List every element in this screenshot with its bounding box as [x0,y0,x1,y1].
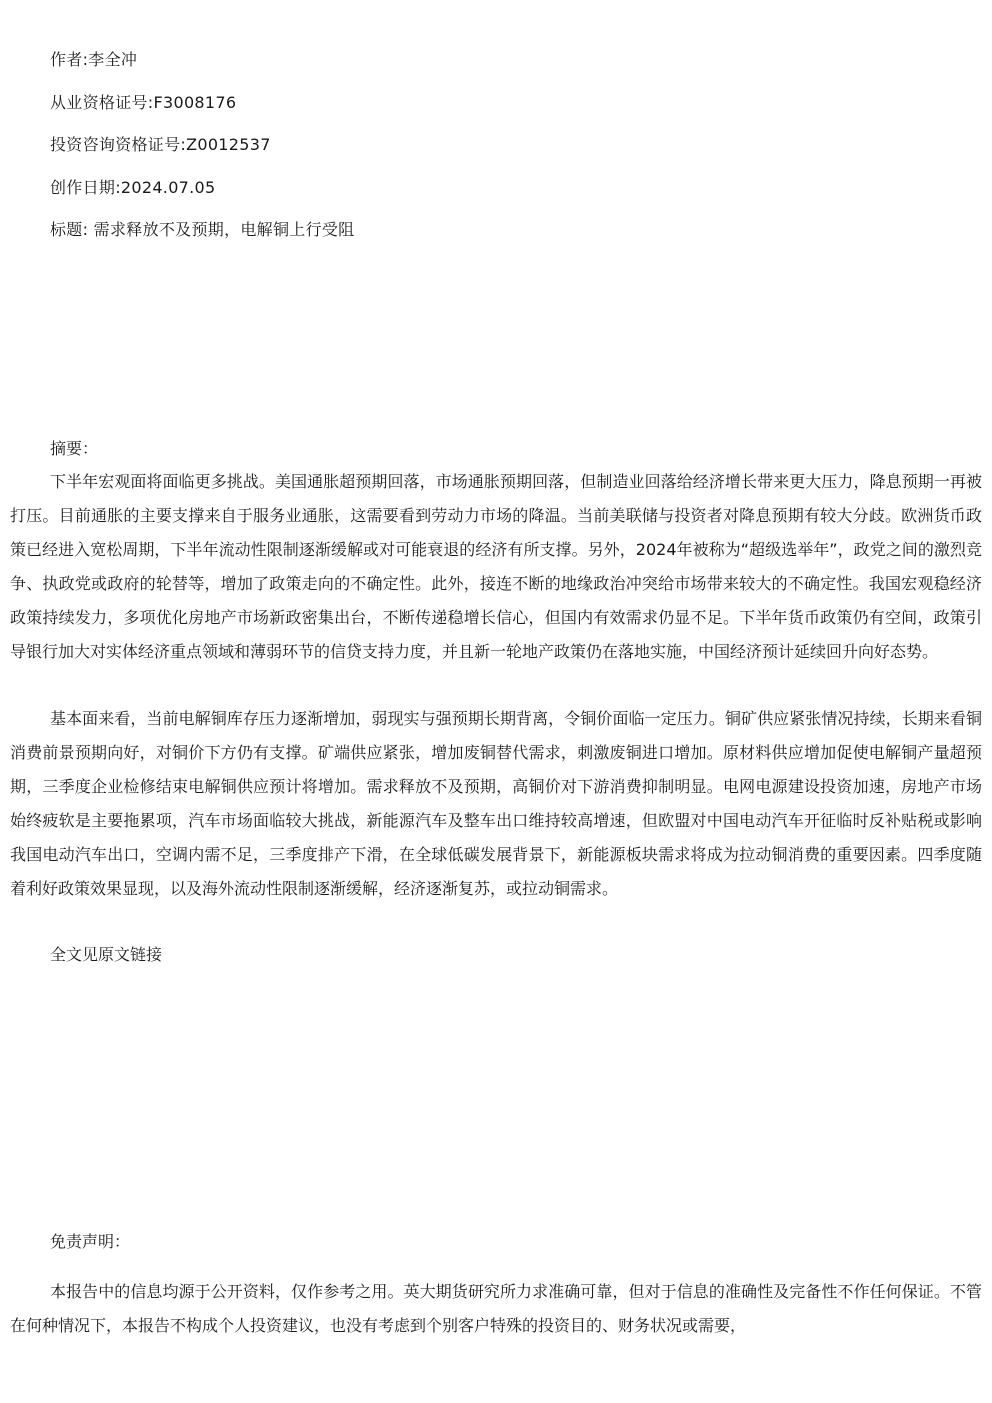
full-text-link[interactable]: 全文见原文链接 [50,945,163,964]
date-line: 创作日期:2024.07.05 [50,178,216,197]
report-title: 标题: 需求释放不及预期，电解铜上行受阻 [50,220,355,239]
summary-heading: 摘要： [50,439,99,458]
disclaimer-heading: 免责声明： [50,1232,131,1251]
author-line: 作者:李全冲 [50,50,138,69]
summary-paragraph-1: 下半年宏观面将面临更多挑战。美国通胀超预期回落，市场通胀预期回落，但制造业回落给经济增长带来更大压力，降息预期一再被打压。目前通胀的主要支撑来自于服务业通胀，这需要看到劳动力市场的降温。当前美联储与投资者对降息预期有较大分歧。欧洲货币政策已经进入宽松周期，下半年流动性限制逐渐缓解或对可能衰退的经济有所支撑。另外，2024年被称为“超级选举年”，政党之间的激烈竞争、执政党或政府的轮替等，增加了政策走向的不确定性。此外，接连不断的地缘政治冲突给市场带来较大的不确定性。我国宏观稳经济政策持续发力，多项优化房地产市场新政密集出台，不断传递稳增长信心，但国内有效需求仍显不足。下半年货币政策仍有空间，政策引导银行加大对实体经济重点领域和薄弱环节的信贷支持力度，并且新一轮地产政策仍在落地实施，中国经济预计延续回升向好态势。 [10,472,982,661]
qualification-cert-line: 从业资格证号:F3008176 [50,93,237,112]
advisory-cert-line: 投资咨询资格证号:Z0012537 [50,135,271,154]
disclaimer-paragraph: 本报告中的信息均源于公开资料，仅作参考之用。英大期货研究所力求准确可靠，但对于信息的准确性及完备性不作任何保证。不管在何种情况下，本报告不构成个人投资建议，也没有考虑到个别客户特殊的投资目的、财务状况或需要， [10,1282,982,1335]
summary-paragraph-2: 基本面来看，当前电解铜库存压力逐渐增加，弱现实与强预期长期背离，令铜价面临一定压力。铜矿供应紧张情况持续，长期来看铜消费前景预期向好，对铜价下方仍有支撑。矿端供应紧张，增加废铜替代需求，刺激废铜进口增加。原材料供应增加促使电解铜产量超预期，三季度企业检修结束电解铜供应预计将增加。需求释放不及预期，高铜价对下游消费抑制明显。电网电源建设投资加速，房地产市场始终疲软是主要拖累项，汽车市场面临较大挑战，新能源汽车及整车出口维持较高增速，但欧盟对中国电动汽车开征临时反补贴税或影响我国电动汽车出口，空调内需不足，三季度排产下滑，在全球低碳发展背景下，新能源板块需求将成为拉动铜消费的重要因素。四季度随着利好政策效果显现，以及海外流动性限制逐渐缓解，经济逐渐复苏，或拉动铜需求。 [10,709,982,898]
